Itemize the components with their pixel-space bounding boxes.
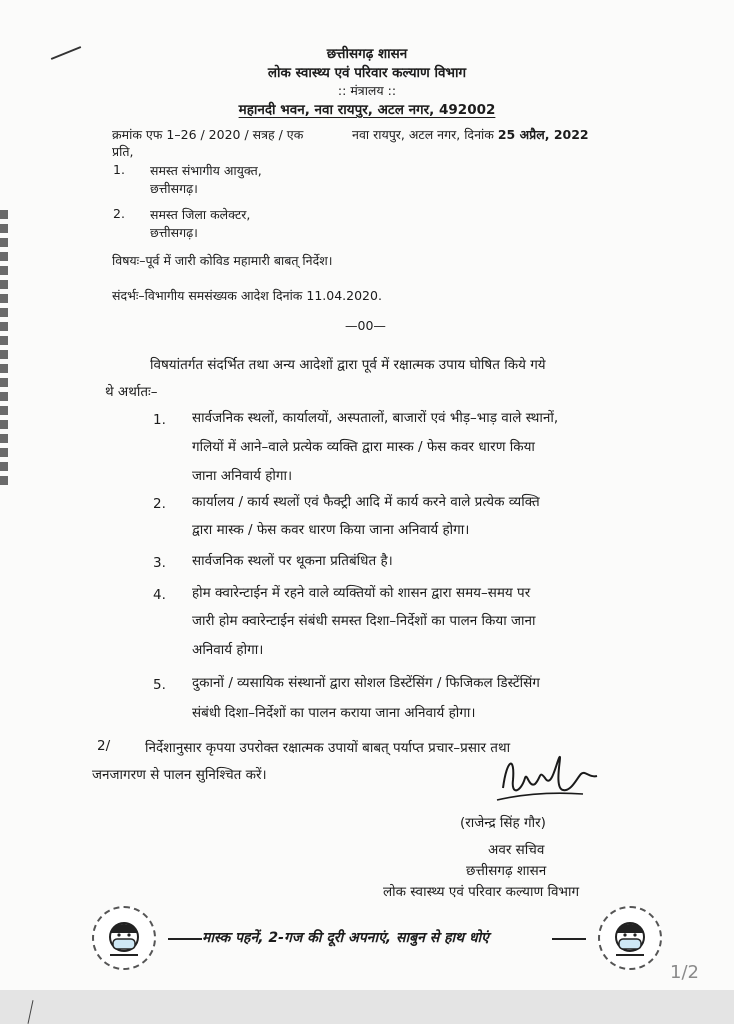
header-dept: लोक स्वास्थ्य एवं परिवार कल्याण विभाग	[267, 65, 467, 81]
recipient-line: समस्त जिला कलेक्टर,	[150, 207, 251, 222]
point-line: होम क्वारेन्टाईन में रहने वाले व्यक्तियों को शासन द्वारा समय–समय पर	[192, 585, 531, 601]
point-num: 2.	[153, 496, 166, 512]
recipient-line: छत्तीसगढ़।	[150, 225, 198, 240]
point-line: सार्वजनिक स्थलों पर थूकना प्रतिबंधित है।	[192, 553, 393, 569]
banner-slogan: मास्क पहनें, 2-गज की दूरी अपनाएं, साबुन से हाथ धोएं	[202, 930, 489, 946]
intro-line: थे अर्थातः–	[105, 384, 158, 400]
signatory-dept: लोक स्वास्थ्य एवं परिवार कल्याण विभाग	[383, 884, 580, 900]
point-line: सार्वजनिक स्थलों, कार्यालयों, अस्पतालों, बाजारों एवं भीड़–भाड़ वाले स्थानों,	[192, 410, 559, 426]
intro-line: विषयांतर्गत संदर्भित तथा अन्य आदेशों द्वारा पूर्व में रक्षात्मक उपाय घोषित किये गये	[150, 357, 546, 373]
header-address: महानदी भवन, नवा रायपुर, अटल नगर, 492002	[238, 102, 496, 118]
point-line: संबंधी दिशा–निर्देशों का पालन कराया जाना अनिवार्य होगा।	[192, 705, 476, 721]
para2-num: 2/	[97, 738, 111, 754]
reference-line: संदर्भः–विभागीय समसंख्यक आदेश दिनांक 11.04.2020.	[112, 288, 382, 303]
recipient-line: छत्तीसगढ़।	[150, 181, 198, 196]
point-line: अनिवार्य होगा।	[192, 642, 264, 658]
next-page-edge	[0, 990, 734, 1024]
masked-face-icon	[101, 915, 147, 961]
ref-date: 25 अप्रैल, 2022	[497, 127, 589, 142]
header-ministry: :: मंत्रालय ::	[337, 83, 397, 98]
point-line: कार्यालय / कार्य स्थलों एवं फैक्ट्री आदि में कार्य करने वाले प्रत्येक व्यक्ति	[192, 494, 540, 510]
point-line: द्वारा मास्क / फेस कवर धारण किया जाना अनिवार्य होगा।	[192, 522, 470, 538]
para2-line: निर्देशानुसार कृपया उपरोक्त रक्षात्मक उपायों बाबत् पर्याप्त प्रचार–प्रसार तथा	[145, 740, 511, 756]
prati-label: प्रति,	[112, 144, 134, 159]
signatory-govt: छत्तीसगढ़ शासन	[466, 863, 547, 879]
point-line: दुकानों / व्यसायिक संस्थानों द्वारा सोशल डिस्टेंसिंग / फिजिकल डिस्टेंसिंग	[192, 675, 540, 691]
ref-number: क्रमांक एफ 1–26 / 2020 / सत्रह / एक	[112, 127, 304, 142]
ref-place-date	[352, 126, 589, 143]
separator: —00—	[345, 318, 386, 333]
para2-line: जनजागरण से पालन सुनिश्चित करें।	[92, 767, 267, 783]
banner-arrow-right	[552, 938, 586, 940]
header-govt: छत्तीसगढ़ शासन	[326, 46, 408, 62]
page-number: 1/2	[670, 962, 699, 983]
recipient-num: 1.	[113, 162, 125, 177]
banner-arrow-left	[168, 938, 202, 940]
point-num: 3.	[153, 555, 166, 571]
ref-place: नवा रायपुर, अटल नगर, दिनांक	[352, 127, 494, 142]
point-line: गलियों में आने–वाले प्रत्येक व्यक्ति द्वारा मास्क / फेस कवर धारण किया	[192, 439, 535, 455]
masked-face-badge-right	[598, 906, 662, 970]
signature-drawing	[493, 748, 603, 810]
point-num: 5.	[153, 677, 166, 693]
masked-face-icon	[607, 915, 653, 961]
recipient-line: समस्त संभागीय आयुक्त,	[150, 163, 262, 178]
point-num: 1.	[153, 412, 166, 428]
point-line: जारी होम क्वारेन्टाईन संबंधी समस्त दिशा–निर्देशों का पालन किया जाना	[192, 613, 536, 629]
point-line: जाना अनिवार्य होगा।	[192, 468, 293, 484]
signatory-name: (राजेन्द्र सिंह गौर)	[460, 815, 546, 831]
recipient-num: 2.	[113, 206, 125, 221]
point-num: 4.	[153, 587, 166, 603]
subject-line: विषयः–पूर्व में जारी कोविड महामारी बाबत् निर्देश।	[112, 253, 333, 268]
scan-edge-marks	[0, 210, 8, 490]
signatory-designation: अवर सचिव	[488, 842, 545, 858]
masked-face-badge-left	[92, 906, 156, 970]
